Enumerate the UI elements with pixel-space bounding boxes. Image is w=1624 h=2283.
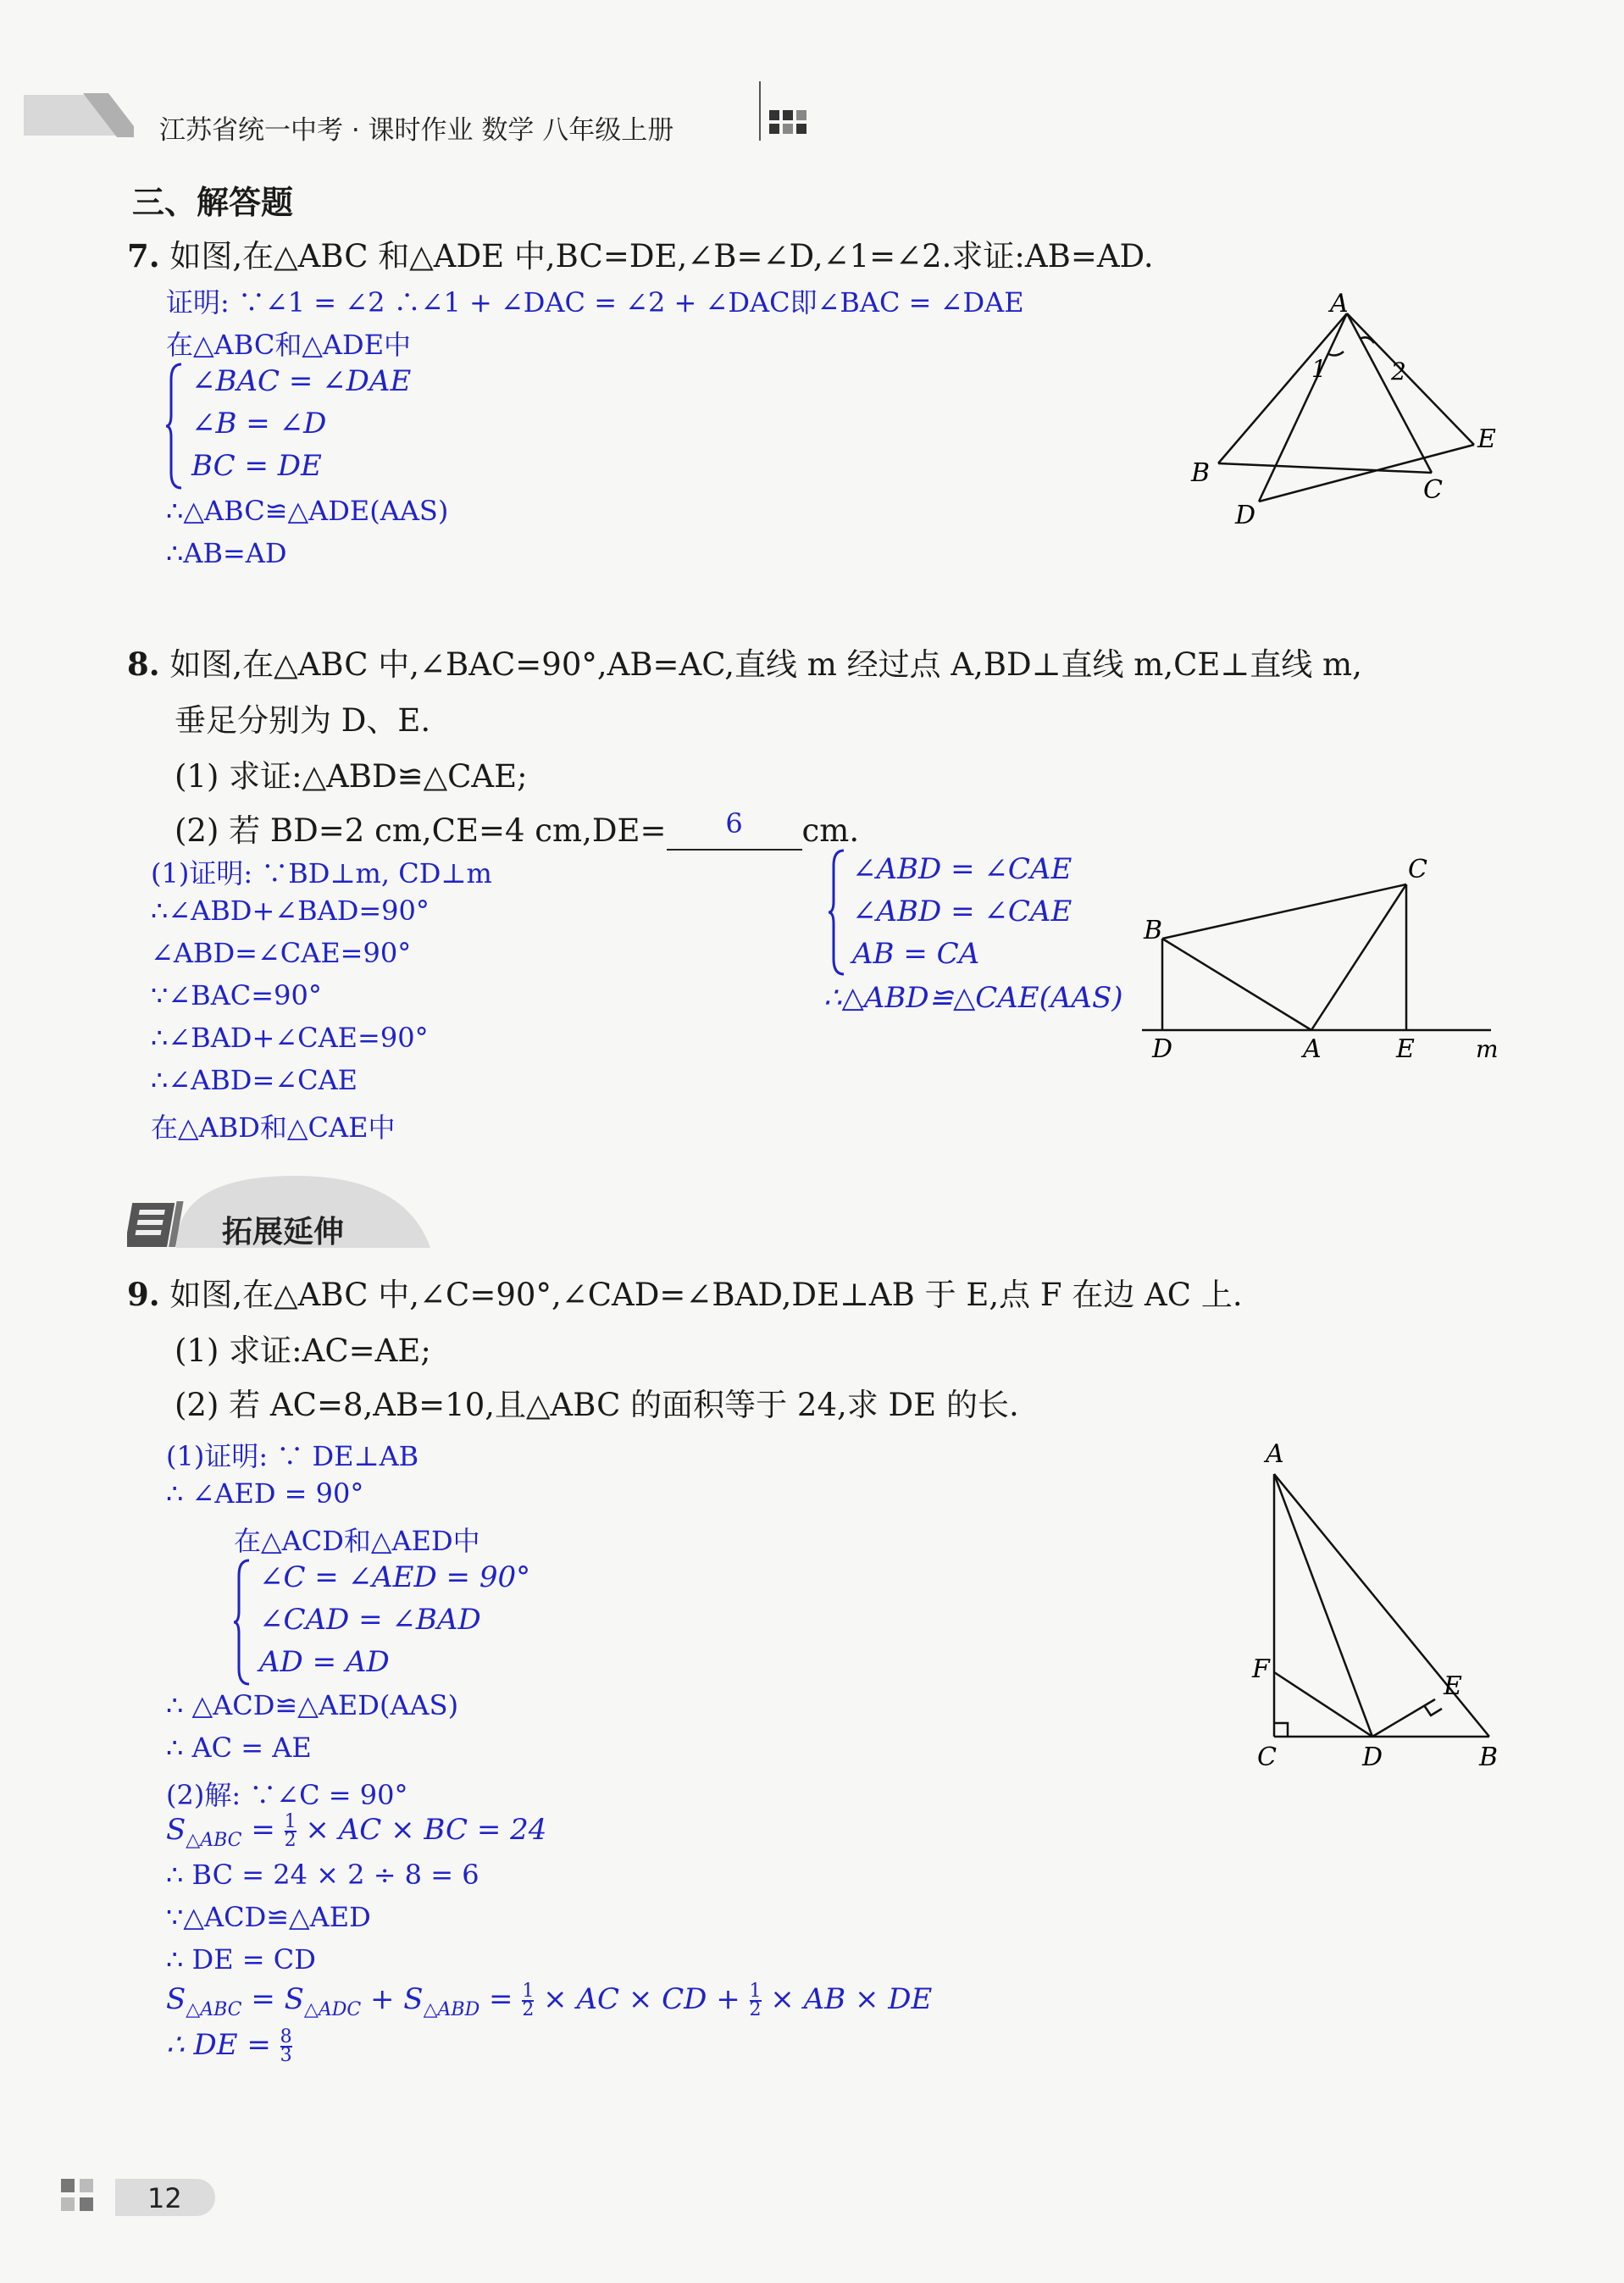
q9-answer-line: ∴ AC = AE [166, 1732, 312, 1764]
q9-area-line1 [166, 1813, 546, 1851]
q9-area-line2 [166, 1982, 932, 2020]
final-fraction [280, 2026, 292, 2066]
q9-text: 如图,在△ABC 中,∠C=90°,∠CAD=∠BAD,DE⊥AB 于 E,点 F 在边 AC 上. [169, 1277, 1243, 1313]
q8-blank-answer: 6 [725, 807, 743, 840]
q9-answer-line: ∵△ACD≌△AED [166, 1901, 371, 1933]
area1-s: S [166, 1813, 186, 1847]
q7-label-d: D [1235, 501, 1256, 530]
q9-label-c: C [1257, 1743, 1277, 1772]
area2-den1: 2 [522, 1999, 535, 2020]
q8-answer-line: ∵∠BAC=90° [151, 979, 322, 1011]
header-title: 江苏省统一中考 · 课时作业 数学 八年级上册 [159, 115, 674, 146]
area2-den2: 2 [749, 1999, 762, 2020]
area1-eq: = [241, 1813, 285, 1847]
area2-eq: = [479, 1982, 523, 2016]
q9-answer-line: (2)解: ∵∠C = 90° [166, 1779, 408, 1811]
final-lhs: ∴ DE = [166, 2028, 271, 2062]
grid-icon [769, 110, 820, 141]
q9-figure [1237, 1432, 1508, 1787]
q8-label-d: D [1152, 1034, 1173, 1064]
q7-label-c: C [1423, 475, 1443, 505]
extension-title: 拓展延伸 [222, 1215, 345, 1250]
area2-mid1: = S [241, 1982, 304, 2016]
q8-answer-line: ∴△ABD≌△CAE(AAS) [823, 981, 1123, 1015]
area1-rest: × AC × BC = 24 [296, 1813, 547, 1847]
area2-mid2: + S [361, 1982, 424, 2016]
area2-num2: 1 [749, 1981, 762, 2002]
q9-stem [127, 1269, 1243, 1315]
q8-answer-line: ∠ABD = ∠CAE [852, 895, 1073, 928]
q9-answer-line: 在△ACD和△AED中 [234, 1525, 480, 1557]
area2-sub1: △ABC [186, 1998, 242, 2020]
notebook-icon [127, 1194, 195, 1252]
area1-sub: △ABC [186, 1829, 242, 1851]
q8-number: 8. [127, 646, 160, 683]
page-number: 12 [147, 2182, 182, 2214]
q7-stem [127, 230, 1154, 276]
q7-answer-line: ∴△ABC≌△ADE(AAS) [166, 495, 449, 527]
q9-label-b: B [1479, 1743, 1499, 1772]
q7-label-1: 1 [1311, 355, 1327, 383]
area2-fraction2 [750, 1983, 762, 2019]
q9-brace [234, 1559, 252, 1686]
q9-part1: (1) 求证:AC=AE; [175, 1333, 431, 1369]
q9-final-line [166, 2028, 292, 2064]
q8-answer-line: AB = CA [852, 937, 980, 971]
q8-label-m: m [1476, 1035, 1499, 1063]
q7-answer-line: BC = DE [191, 449, 322, 483]
q8-answer-line: ∠ABD=∠CAE=90° [151, 937, 412, 969]
q8-stem-line2: 垂足分别为 D、E. [175, 702, 431, 739]
q9-label-a: A [1266, 1439, 1284, 1469]
q8-label-a: A [1303, 1034, 1322, 1064]
q8-text: 如图,在△ABC 中,∠BAC=90°,AB=AC,直线 m 经过点 A,BD⊥直线 m,CE⊥直线 m, [169, 646, 1362, 683]
q8-answer-blank [667, 807, 802, 851]
q9-answer-line: ∠C = ∠AED = 90° [259, 1560, 531, 1594]
area2-num1: 1 [522, 1981, 535, 2002]
area2-fraction1 [522, 1983, 534, 2019]
header-decoration [24, 85, 134, 144]
q7-answer-line: 在△ABC和△ADE中 [166, 329, 412, 361]
q7-figure [1178, 288, 1516, 534]
footer-grid-icon [61, 2179, 112, 2221]
q9-answer-line: ∠CAD = ∠BAD [259, 1603, 481, 1637]
q9-label-d: D [1362, 1743, 1383, 1772]
q7-answer-line: ∠B = ∠D [191, 407, 327, 441]
q8-label-b: B [1144, 916, 1163, 945]
q8-part2-prefix: (2) 若 BD=2 cm,CE=4 cm,DE= [175, 812, 667, 849]
q7-number: 7. [127, 237, 160, 274]
q9-answer-line: ∴ BC = 24 × 2 ÷ 8 = 6 [166, 1859, 479, 1891]
q7-label-a: A [1330, 289, 1349, 319]
q8-answer-line: ∴∠ABD+∠BAD=90° [151, 895, 430, 927]
area1-fraction [284, 1811, 297, 1851]
q8-answer-line: (1)证明: ∵BD⊥m, CD⊥m [151, 857, 492, 889]
q8-answer-line: ∴∠ABD=∠CAE [151, 1064, 358, 1096]
q8-label-e: E [1396, 1034, 1415, 1064]
q9-label-f: F [1252, 1654, 1270, 1684]
area2-sub2: △ADC [303, 1998, 362, 2020]
q9-answer-line: AD = AD [259, 1645, 390, 1679]
final-num: 8 [280, 2026, 292, 2047]
q8-part2-suffix: cm. [801, 812, 860, 849]
q9-part2: (2) 若 AC=8,AB=10,且△ABC 的面积等于 24,求 DE 的长. [175, 1387, 1019, 1423]
q9-label-e: E [1444, 1671, 1462, 1701]
q7-brace [166, 363, 185, 490]
header-divider [759, 81, 761, 141]
q7-text: 如图,在△ABC 和△ADE 中,BC=DE,∠B=∠D,∠1=∠2.求证:AB=AD. [169, 238, 1154, 274]
q7-label-2: 2 [1391, 357, 1406, 385]
q8-answer-line: ∴∠BAD+∠CAE=90° [151, 1022, 429, 1054]
q8-stem-line1 [127, 639, 1362, 684]
q8-part2 [175, 805, 859, 851]
section-title: 三、解答题 [132, 184, 294, 221]
q8-label-c: C [1408, 855, 1427, 884]
q8-answer-line: ∠ABD = ∠CAE [852, 852, 1073, 886]
area2-sub3: △ABD [423, 1998, 480, 2020]
q7-answer-line: ∴AB=AD [166, 537, 287, 569]
q7-label-b: B [1191, 458, 1211, 488]
area2-part2: × AB × DE [761, 1982, 933, 2016]
q8-answer-line: 在△ABD和△CAE中 [151, 1111, 396, 1144]
area2-s: S [166, 1982, 186, 2016]
q8-figure [1127, 854, 1508, 1074]
q7-label-e: E [1477, 424, 1496, 454]
q9-answer-line: (1)证明: ∵ DE⊥AB [166, 1440, 419, 1472]
final-den: 3 [280, 2045, 292, 2066]
q9-answer-line: ∴ DE = CD [166, 1943, 316, 1975]
q7-answer-line: 证明: ∵∠1 = ∠2 ∴∠1 + ∠DAC = ∠2 + ∠DAC即∠BAC = ∠DAE [166, 286, 1024, 319]
area1-num: 1 [284, 1811, 297, 1832]
q9-number: 9. [127, 1276, 160, 1313]
q8-part1: (1) 求证:△ABD≌△CAE; [175, 758, 528, 795]
area2-part1: × AC × CD + [534, 1982, 750, 2016]
q8-brace [829, 849, 847, 976]
q9-answer-line: ∴ △ACD≌△AED(AAS) [166, 1689, 459, 1721]
area1-den: 2 [284, 1830, 297, 1851]
q7-answer-line: ∠BAC = ∠DAE [191, 364, 412, 398]
q9-answer-line: ∴ ∠AED = 90° [166, 1477, 364, 1510]
